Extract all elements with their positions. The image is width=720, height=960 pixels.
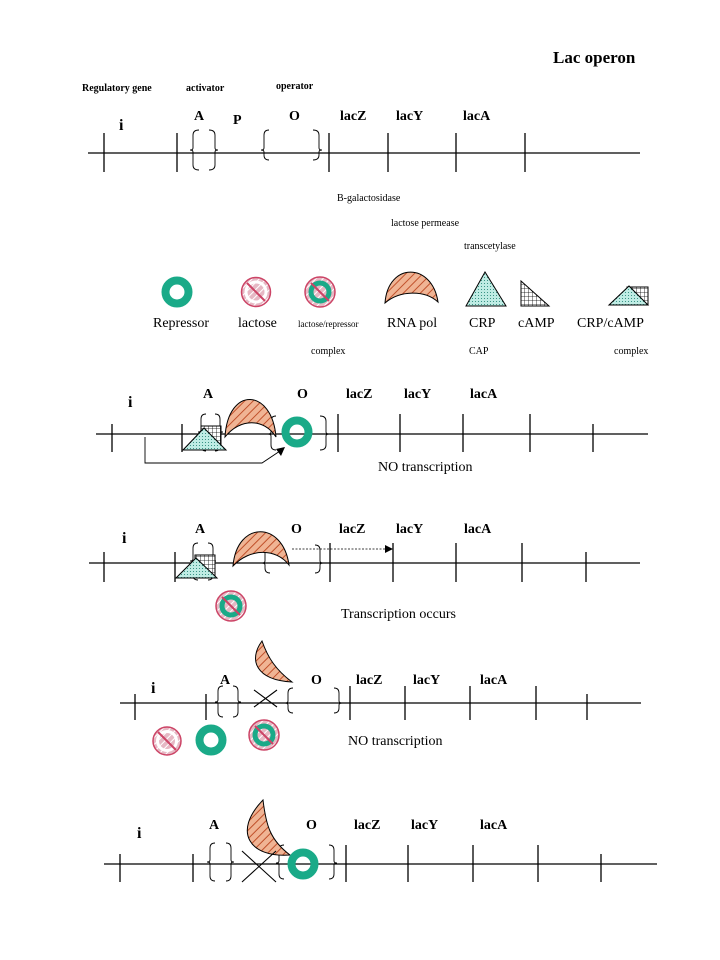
lactose-repressor-complex-icon bbox=[216, 591, 246, 621]
gene-boundaries bbox=[112, 414, 593, 452]
rna-polymerase-icon bbox=[225, 399, 276, 437]
gene-label-laca: lacA bbox=[480, 818, 508, 833]
gene-label-i: i bbox=[119, 117, 124, 134]
repression-arrow-head bbox=[276, 447, 285, 456]
state-1-status-text: NO transcription bbox=[378, 460, 473, 475]
state-2-transcribing bbox=[89, 522, 640, 622]
legend-crp-camp-sub-label: complex bbox=[614, 346, 649, 357]
gene-label-a: A bbox=[195, 522, 206, 537]
gene-label-lacy: lacY bbox=[404, 387, 432, 402]
lactose-icon bbox=[242, 278, 271, 307]
legend-lactose-label: lactose bbox=[238, 316, 277, 331]
lactose-repressor-complex-icon bbox=[249, 720, 279, 750]
gene-label-lacy: lacY bbox=[396, 109, 424, 124]
legend-crp-label: CRP bbox=[469, 316, 496, 331]
gene-label-lacy: lacY bbox=[413, 673, 441, 688]
gene-label-lacz: lacZ bbox=[346, 387, 373, 402]
gene-label-laca: lacA bbox=[470, 387, 498, 402]
legend bbox=[153, 272, 648, 357]
operator-site-brackets bbox=[261, 130, 322, 160]
product-lacy-label: lactose permease bbox=[391, 218, 460, 229]
gene-label-i: i bbox=[151, 680, 156, 697]
rna-polymerase-icon bbox=[233, 532, 289, 566]
gene-label-a: A bbox=[220, 673, 231, 688]
gene-label-lacz: lacZ bbox=[354, 818, 381, 833]
state-3-status-text: NO transcription bbox=[348, 734, 443, 749]
rna-polymerase-icon bbox=[385, 272, 438, 303]
lactose-icon bbox=[153, 727, 181, 755]
gene-label-lacz: lacZ bbox=[339, 522, 366, 537]
gene-label-laca: lacA bbox=[463, 109, 491, 124]
state-4-repressed-no-activator bbox=[104, 800, 657, 882]
regulatory-gene-label: Regulatory gene bbox=[82, 83, 152, 94]
state-1-repressed bbox=[96, 387, 648, 475]
diagram-title: Lac operon bbox=[553, 48, 636, 67]
legend-camp-label: cAMP bbox=[518, 316, 555, 331]
gene-label-a: A bbox=[194, 109, 205, 124]
gene-label-lacy: lacY bbox=[411, 818, 439, 833]
activator-label: activator bbox=[186, 83, 225, 94]
blocked-cross-icon bbox=[254, 690, 277, 707]
product-laca-label: transcetylase bbox=[464, 241, 516, 252]
legend-repressor-label: Repressor bbox=[153, 316, 209, 331]
gene-label-o: O bbox=[311, 673, 322, 688]
activator-site-brackets bbox=[215, 686, 241, 717]
gene-label-i: i bbox=[128, 394, 133, 411]
repressor-icon bbox=[286, 421, 309, 444]
gene-label-lacy: lacY bbox=[396, 522, 424, 537]
gene-label-laca: lacA bbox=[480, 673, 508, 688]
crp-camp-complex-icon bbox=[183, 426, 226, 450]
transcription-arrow-head bbox=[385, 545, 393, 553]
rna-polymerase-icon bbox=[247, 800, 290, 855]
activator-site-brackets bbox=[190, 130, 218, 170]
camp-icon bbox=[521, 281, 549, 306]
gene-label-o: O bbox=[289, 109, 300, 124]
legend-cap-label: CAP bbox=[469, 346, 489, 357]
gene-label-laca: lacA bbox=[464, 522, 492, 537]
lactose-repressor-complex-icon bbox=[305, 277, 335, 307]
blocked-cross-icon bbox=[242, 851, 276, 882]
gene-label-o: O bbox=[291, 522, 302, 537]
gene-label-i: i bbox=[122, 530, 127, 547]
legend-complex-label: lactose/repressor bbox=[298, 319, 359, 329]
activator-site-brackets bbox=[207, 843, 234, 881]
legend-complex-sub-label: complex bbox=[311, 346, 346, 357]
legend-crp-camp-label: CRP/cAMP bbox=[577, 316, 644, 331]
repressor-icon bbox=[166, 281, 189, 304]
gene-label-i: i bbox=[137, 825, 142, 842]
gene-label-p: P bbox=[233, 113, 242, 128]
legend-rna-pol-label: RNA pol bbox=[387, 316, 438, 331]
state-3-no-activator bbox=[120, 641, 641, 755]
operator-site-brackets bbox=[285, 688, 342, 713]
gene-map bbox=[88, 109, 640, 252]
gene-label-o: O bbox=[306, 818, 317, 833]
crp-camp-complex-icon bbox=[176, 555, 217, 578]
operator-label: operator bbox=[276, 81, 314, 92]
crp-camp-complex-icon bbox=[609, 286, 648, 305]
product-lacz-label: B-galactosidase bbox=[337, 193, 401, 204]
rna-polymerase-icon bbox=[255, 641, 292, 682]
gene-label-a: A bbox=[209, 818, 220, 833]
crp-icon bbox=[466, 272, 506, 306]
gene-label-o: O bbox=[297, 387, 308, 402]
gene-label-lacz: lacZ bbox=[356, 673, 383, 688]
repressor-icon bbox=[200, 729, 223, 752]
gene-label-a: A bbox=[203, 387, 214, 402]
gene-label-lacz: lacZ bbox=[340, 109, 367, 124]
state-2-status-text: Transcription occurs bbox=[341, 607, 456, 622]
